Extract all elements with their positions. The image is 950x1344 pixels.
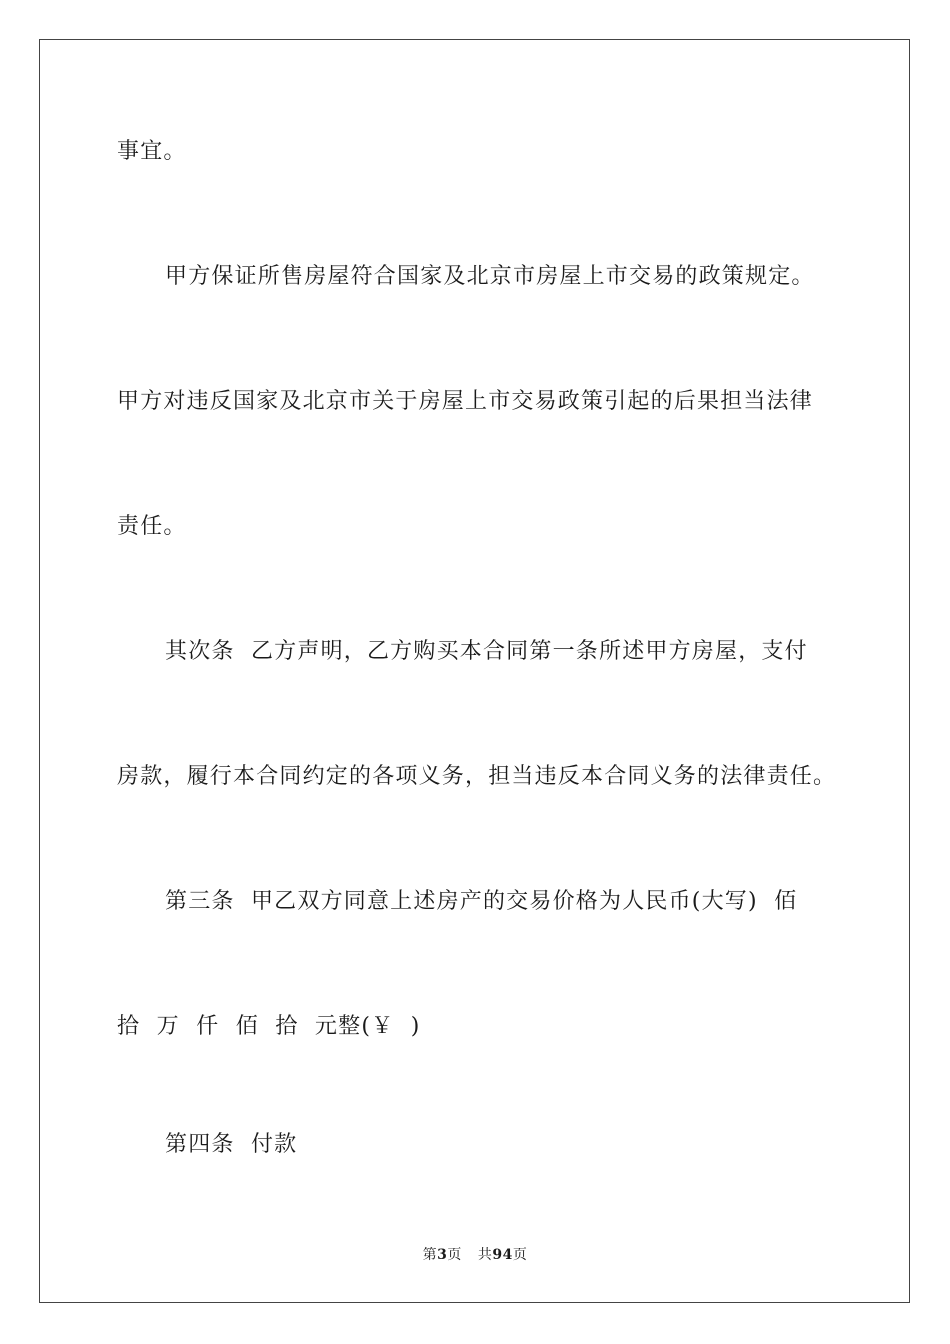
text-line-9: 第四条 付款 (165, 1132, 298, 1157)
footer-total-suffix: 页 (512, 1247, 528, 1263)
text-line-5: 其次条 乙方声明，乙方购买本合同第一条所述甲方房屋，支付 (165, 639, 808, 664)
text-line-4: 责任。 (117, 514, 187, 539)
footer-page-suffix: 页 (447, 1247, 462, 1263)
text-line-6: 房款，履行本合同约定的各项义务，担当违反本合同义务的法律责任。 (117, 764, 837, 789)
text-line-7: 第三条 甲乙双方同意上述房产的交易价格为人民币(大写) 佰 (165, 889, 798, 914)
text-line-8: 拾 万 仟 佰 拾 元整(￥ ) (117, 1014, 421, 1039)
page-border (39, 39, 910, 1303)
footer-total-pages: 94 (492, 1247, 513, 1263)
text-line-2: 甲方保证所售房屋符合国家及北京市房屋上市交易的政策规定。 (165, 264, 815, 289)
page-footer (0, 1245, 950, 1265)
footer-page-prefix: 第 (422, 1247, 438, 1263)
footer-page-number: 3 (437, 1247, 448, 1263)
footer-total-prefix: 共 (477, 1247, 493, 1263)
text-line-1: 事宜。 (117, 139, 187, 164)
text-line-3: 甲方对违反国家及北京市关于房屋上市交易政策引起的后果担当法律 (117, 389, 814, 414)
